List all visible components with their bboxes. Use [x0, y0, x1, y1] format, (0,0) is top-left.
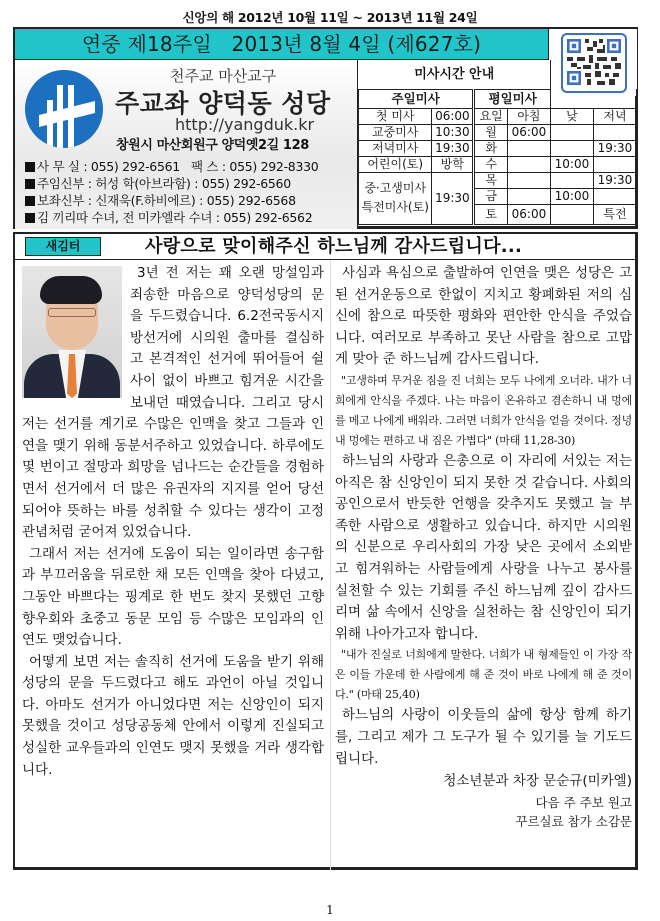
article-paragraph: 하느님의 사랑이 이웃들의 삶에 항상 함께 하기를, 그리고 제가 그 도구가 될 수 있기를 늘 기도드립니다. — [335, 707, 632, 767]
col-header-evening: 저녁 — [593, 108, 636, 124]
sunday-mass-name: 첫 미사 — [359, 108, 432, 124]
weekday-morning: 06:00 — [507, 124, 550, 140]
sunday-mass-time: 06:00 — [432, 108, 474, 124]
contact-pastor: 주임신부 : 허성 학(아브라함) : 055) 292-6560 — [25, 175, 355, 192]
scripture-quote: "내가 진실로 너희에게 말한다. 너희가 내 형제들인 이 가장 작은 이들 가운데 한 사람에게 해 준 것이 바로 나에게 해 준 것이다." (마태 25,40) — [335, 648, 632, 702]
mass-schedule-title: 미사시간 안내 — [359, 60, 551, 89]
weekday-day: 금 — [474, 188, 508, 204]
article-title: 사랑으로 맞이해주신 하느님께 감사드립니다... — [145, 236, 523, 257]
article-paragraph: 어떻게 보면 저는 솔직히 선거에 도움을 받기 위해 성당의 문을 두드렸다고 해도 과언이 아닐 것입니다. 아마도 선거가 아니었다면 저는 신앙인이 되지 못했을 것이고 성당공동체 안에서 이렇게 진실되고 성실한 교우들과의 인연도 맺지 못했을 거라 생각합니다. — [22, 653, 324, 778]
contact-assistant-priest: 보좌신부 : 신재욱(F.하비에르) : 055) 292-6568 — [25, 192, 355, 209]
article-paragraph: 하느님의 사랑과 은총으로 이 자리에 서있는 저는 아직은 참 신앙인이 되지 못한 것 같습니다. 사회의 공인으로서 반듯한 언행을 갖추지도 못했고 늘 부족한 사람으로 생활하고 있습니다. 하지만 시의원의 신분으로 우리사회의 가장 낮은 곳에서 소외받고 힘겨워하는 사람들에게 사랑을 나누고 봉사를 실천할 수 있는 기회를 주신 하느님께 깊이 감사드리며 삶 속에서 신앙을 실천하는 참 신앙인이 되기 위해 나아가고자 합니다. — [335, 452, 632, 642]
contact-office: 사 무 실 : 055) 292-6561 팩 스 : 055) 292-8330 — [25, 158, 355, 175]
article-left-column — [22, 263, 324, 781]
weekday-morning: 06:00 — [507, 204, 550, 224]
weekday-day: 화 — [474, 140, 508, 156]
weekday-morning — [507, 172, 550, 188]
weekday-noon: 10:00 — [550, 188, 593, 204]
church-info — [15, 60, 358, 229]
weekday-noon — [550, 124, 593, 140]
church-name: 주교좌 양덕동 성당 — [115, 89, 331, 118]
church-website-link[interactable]: http://yangduk.kr — [175, 115, 315, 134]
weekday-evening — [593, 124, 636, 140]
sunday-mass-name: 어린이(토) — [359, 156, 432, 172]
sunday-mass-name: 교중미사 — [359, 124, 432, 140]
weekday-mass-header: 평일미사 — [474, 89, 551, 108]
diocese-name: 천주교 마산교구 — [170, 67, 277, 85]
weekday-noon: 10:00 — [550, 156, 593, 172]
bullet-square-icon — [25, 196, 35, 206]
sunday-mass-time: 19:30 — [432, 172, 474, 224]
article-paragraph: 그래서 저는 선거에 도움이 되는 일이라면 송구함과 부끄러움을 뒤로한 채 모든 인맥을 찾아 다녔고, 그동안 바쁘다는 핑계로 한 번도 찾지 못했던 고향 향우회와 초중고 동문 모임 등 수많은 모임과의 인연도 맺었습니다. — [22, 545, 324, 649]
sunday-mass-header: 주일미사 — [359, 89, 474, 108]
bulletin-header — [13, 27, 638, 229]
author-signature: 청소년분과 차장 문순규(미카엘) — [443, 773, 632, 790]
weekday-evening: 19:30 — [593, 172, 636, 188]
article-right-column — [335, 263, 632, 831]
weekday-morning — [507, 140, 550, 156]
article-section — [13, 232, 638, 870]
weekday-morning — [507, 156, 550, 172]
article-paragraph: 사심과 욕심으로 출발하여 인연을 맺은 성당은 고된 선거운동으로 한없이 지치고 황폐화된 저의 심신에 참으로 따뜻한 평화와 편안한 안식을 주었습니다. 여러모로 부족하고 못난 사람을 참으로 고맙게 맞아 준 하느님께 감사드립니다. — [335, 265, 632, 368]
scripture-quote: "고생하며 무거운 짐을 진 너희는 모두 나에게 오너라. 내가 너희에게 안식을 주겠다. 나는 마음이 온유하고 겸손하니 내 멍에를 메고 나에게 배워라. 그러면 너희가 안식을 얻을 것이다. 정녕 내 멍에는 편하고 내 짐은 가볍다" (마태 11,28-30) — [335, 373, 632, 447]
col-header-day: 요일 — [474, 108, 508, 124]
mass-schedule-table — [358, 60, 637, 225]
next-week-topic: 꾸르실료 참가 소감문 — [515, 813, 632, 829]
page-number: 1 — [326, 903, 334, 917]
contact-list — [25, 158, 355, 226]
weekday-day: 수 — [474, 156, 508, 172]
weekday-evening — [593, 188, 636, 204]
church-address: 창원시 마산회원구 양덕옛2길 128 — [116, 138, 309, 153]
sunday-mass-time: 방학 — [432, 156, 474, 172]
col-header-noon: 낮 — [550, 108, 593, 124]
bullet-square-icon — [25, 213, 35, 223]
weekday-evening: 19:30 — [593, 140, 636, 156]
issue-title: 연중 제18주일 2013년 8월 4일 (제627호) — [15, 29, 549, 60]
weekday-day: 목 — [474, 172, 508, 188]
weekday-noon — [550, 172, 593, 188]
weekday-noon — [550, 140, 593, 156]
sunday-mass-time: 10:30 — [432, 124, 474, 140]
weekday-evening — [593, 156, 636, 172]
weekday-day: 월 — [474, 124, 508, 140]
weekday-morning — [507, 188, 550, 204]
bullet-square-icon — [25, 162, 35, 172]
sunday-mass-time: 19:30 — [432, 140, 474, 156]
weekday-day: 토 — [474, 204, 508, 224]
article-header — [15, 234, 635, 260]
contact-sisters: 김 끼리따 수녀, 전 미카엘라 수녀 : 055) 292-6562 — [25, 209, 355, 226]
weekday-noon — [550, 204, 593, 224]
col-header-morning: 아침 — [507, 108, 550, 124]
next-week-note: 다음 주 주보 원고 — [535, 794, 632, 810]
article-paragraph: 3년 전 저는 꽤 오랜 망설임과 죄송한 마음으로 양덕성당의 문을 두드렸습니다. 6.2전국동시지방선거에 시의원 출마를 결심하고 본격적인 선거에 뛰어들어 쉴 사이 없이 바쁘고 힘겨운 시간을 보내던 때였습니다. 그리고 당시 저는 선거를 계기로 수많은 인맥을 찾고 그들과 인연을 맺기 위해 동분서주하고 있었습니다. 하루에도 몇 번이고 절망과 희망을 넘나드는 순간들을 경험하면서 선거에서 더 많은 유권자의 지지를 얻어 당선되어야 뜻하는 바를 성취할 수 있다는 생각이 고정관념처럼 굳어져 있었습니다. — [22, 265, 324, 541]
bullet-square-icon — [25, 179, 35, 189]
author-portrait-photo — [22, 266, 122, 398]
church-logo-icon — [25, 70, 103, 148]
section-badge: 새김터 — [25, 237, 101, 256]
sunday-mass-name-combined: 중·고생미사 특전미사(토) — [359, 172, 432, 224]
weekday-evening: 특전 — [593, 204, 636, 224]
sunday-mass-name: 저녁미사 — [359, 140, 432, 156]
column-divider — [330, 260, 331, 870]
year-of-faith-banner: 신앙의 해 2012년 10월 11일 ~ 2013년 11월 24일 — [182, 10, 478, 25]
